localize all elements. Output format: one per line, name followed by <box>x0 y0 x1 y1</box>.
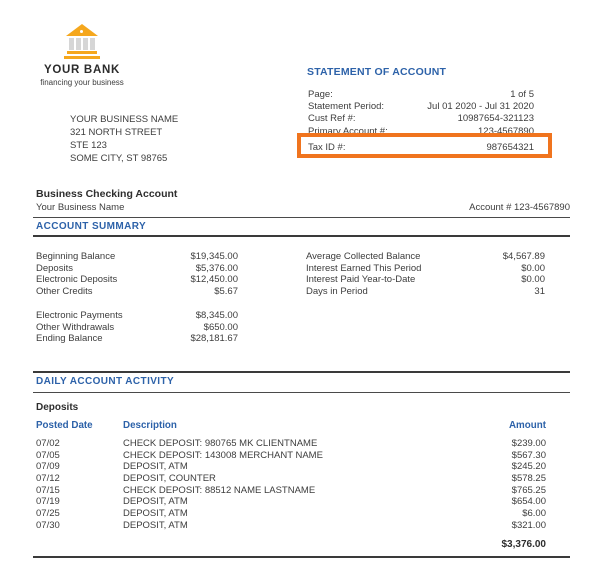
column-header-posted-date: Posted Date <box>36 420 93 431</box>
cell-description: DEPOSIT, ATM <box>123 508 188 520</box>
cell-amount: $321.00 <box>511 519 546 531</box>
deposits-table-header <box>36 420 546 431</box>
summary-label: Other Withdrawals <box>36 321 115 333</box>
cell-description: DEPOSIT, COUNTER <box>123 473 216 485</box>
summary-row <box>36 286 238 298</box>
statement-title: STATEMENT OF ACCOUNT <box>307 66 447 78</box>
table-row <box>36 438 546 450</box>
cell-description: CHECK DEPOSIT: 88512 NAME LASTNAME <box>123 484 316 496</box>
info-value: 987654321 <box>486 141 534 153</box>
address-line: SOME CITY, ST 98765 <box>70 152 168 164</box>
summary-value: $5,376.00 <box>195 262 238 274</box>
cell-posted-date: 07/02 <box>36 438 60 449</box>
summary-value: $4,567.89 <box>502 251 545 262</box>
cell-description: DEPOSIT, ATM <box>123 461 188 473</box>
info-value: 123-4567890 <box>478 125 534 137</box>
address-line: STE 123 <box>70 139 107 151</box>
info-label: Tax ID #: <box>308 141 346 153</box>
account-type: Business Checking Account <box>36 188 178 200</box>
info-value: 10987654-321123 <box>457 113 534 125</box>
summary-label: Average Collected Balance <box>306 251 421 262</box>
mailing-address <box>70 114 178 166</box>
table-row <box>36 461 546 473</box>
summary-row <box>36 322 238 334</box>
bank-logo <box>40 24 124 87</box>
info-label: Cust Ref #: <box>308 113 356 125</box>
cell-amount: $765.25 <box>511 484 546 496</box>
summary-label: Other Credits <box>36 286 93 298</box>
summary-interest-group <box>306 251 545 298</box>
summary-row <box>36 263 238 275</box>
summary-label: Deposits <box>36 262 73 274</box>
account-number: Account # 123-4567890 <box>469 202 570 213</box>
summary-row <box>306 286 545 298</box>
table-row <box>36 508 546 520</box>
cell-amount: $245.20 <box>511 461 546 473</box>
table-row <box>36 473 546 485</box>
divider-line <box>33 371 570 373</box>
cell-posted-date: 07/19 <box>36 496 60 508</box>
info-row-cust-ref <box>308 113 534 125</box>
column-header-amount: Amount <box>508 420 546 431</box>
summary-value: $12,450.00 <box>190 274 238 286</box>
summary-value: $0.00 <box>521 262 545 274</box>
table-row <box>36 450 546 462</box>
cell-description: CHECK DEPOSIT: 980765 MK CLIENTNAME <box>123 438 318 449</box>
address-line: YOUR BUSINESS NAME <box>70 114 179 125</box>
summary-value: $28,181.67 <box>190 333 238 345</box>
bank-building-icon <box>64 24 100 60</box>
tax-id-highlight-box <box>297 133 552 158</box>
summary-label: Beginning Balance <box>36 251 116 262</box>
table-row <box>36 520 546 532</box>
cell-amount: $6.00 <box>522 508 546 520</box>
bank-name: YOUR BANK <box>44 64 120 76</box>
cell-description: DEPOSIT, ATM <box>123 496 188 508</box>
summary-row <box>306 263 545 275</box>
summary-credits-group <box>36 251 238 298</box>
summary-label: Days in Period <box>306 286 368 298</box>
summary-value: $8,345.00 <box>195 310 238 321</box>
column-header-description: Description <box>123 420 177 431</box>
divider-line <box>33 556 570 558</box>
divider-line <box>33 217 570 218</box>
divider-line <box>33 392 570 393</box>
table-row <box>36 496 546 508</box>
bank-roof-dot <box>80 30 83 33</box>
summary-label: Electronic Deposits <box>36 274 118 286</box>
summary-row <box>36 333 238 345</box>
deposits-subsection-title: Deposits <box>36 402 79 413</box>
summary-value: $0.00 <box>521 274 545 286</box>
cell-posted-date: 07/25 <box>36 508 60 520</box>
divider-line <box>33 235 570 237</box>
cell-posted-date: 07/12 <box>36 473 60 485</box>
bank-tagline: financing your business <box>40 78 124 87</box>
deposits-total: $3,376.00 <box>501 539 546 550</box>
info-row-page <box>308 89 534 101</box>
cell-description: DEPOSIT, ATM <box>123 519 188 531</box>
bank-columns-shape <box>69 38 95 50</box>
account-holder: Your Business Name <box>36 202 125 213</box>
table-row <box>36 485 546 497</box>
info-value: 1 of 5 <box>510 89 534 100</box>
account-summary-title: ACCOUNT SUMMARY <box>36 221 147 232</box>
info-value: Jul 01 2020 - Jul 31 2020 <box>427 101 534 113</box>
summary-row <box>306 251 545 263</box>
summary-value: 31 <box>534 286 545 298</box>
summary-row <box>36 274 238 286</box>
summary-value: $19,345.00 <box>190 251 238 262</box>
cell-posted-date: 07/30 <box>36 519 60 531</box>
daily-activity-title: DAILY ACCOUNT ACTIVITY <box>36 376 175 387</box>
summary-label: Interest Paid Year-to-Date <box>306 274 416 286</box>
info-label: Primary Account #: <box>308 125 388 137</box>
info-label: Statement Period: <box>308 101 385 113</box>
cell-description: CHECK DEPOSIT: 143008 MERCHANT NAME <box>123 449 323 461</box>
cell-posted-date: 07/09 <box>36 461 60 473</box>
summary-debits-group <box>36 310 238 345</box>
cell-posted-date: 07/15 <box>36 484 60 496</box>
summary-row <box>36 310 238 322</box>
cell-amount: $578.25 <box>511 473 546 485</box>
info-row-period <box>308 101 534 113</box>
bank-step-shape <box>67 51 97 54</box>
summary-row <box>306 274 545 286</box>
cell-posted-date: 07/05 <box>36 449 60 461</box>
summary-label: Interest Earned This Period <box>306 262 422 274</box>
summary-label: Ending Balance <box>36 333 103 345</box>
cell-amount: $567.30 <box>511 449 546 461</box>
summary-label: Electronic Payments <box>36 310 123 321</box>
summary-value: $650.00 <box>203 321 238 333</box>
deposits-table <box>36 438 546 532</box>
address-line: 321 NORTH STREET <box>70 126 163 138</box>
info-label: Page: <box>308 89 333 100</box>
summary-row <box>36 251 238 263</box>
cell-amount: $654.00 <box>511 496 546 508</box>
bank-base-shape <box>64 56 100 59</box>
summary-value: $5.67 <box>214 286 238 298</box>
cell-amount: $239.00 <box>511 438 546 449</box>
